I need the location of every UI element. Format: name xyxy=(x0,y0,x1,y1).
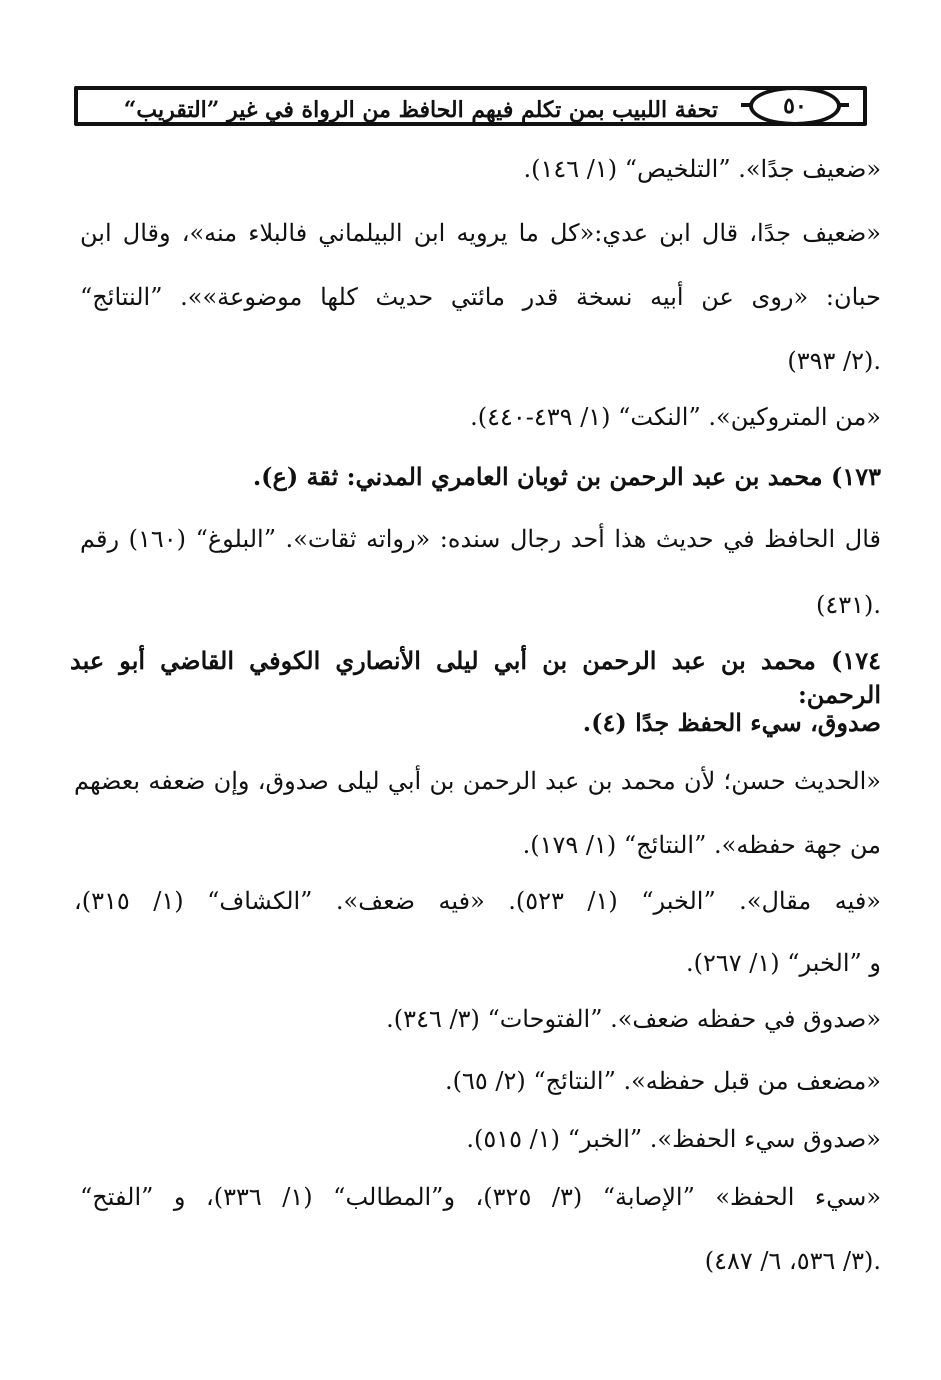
text-line-14: و ”الخبر“ (١/ ٢٦٧). xyxy=(686,949,881,977)
text-line-19: (٣/ ٥٣٦، ٦/ ٤٨٧). xyxy=(704,1247,881,1275)
text-line-11: «الحديث حسن؛ لأن محمد بن عبد الرحمن بن أبي ليلى صدوق، وإن ضعفه بعضهم xyxy=(74,767,881,795)
text-line-3: حبان: «روى عن أبيه نسخة قدر مائتي حديث كلها موضوعة»». ”النتائج“ xyxy=(80,283,881,311)
page-number: ٥٠ xyxy=(783,93,807,119)
text-line-16: «مضعف من قبل حفظه». ”النتائج“ (٢/ ٦٥). xyxy=(444,1067,881,1095)
text-line-4: (٢/ ٣٩٣). xyxy=(787,347,881,375)
text-line-18: «سيء الحفظ» ”الإصابة“ (٣/ ٣٢٥)، و”المطالب“ (١/ ٣٣٦)، و ”الفتح“ xyxy=(80,1183,882,1211)
header-title: تحفة اللبيب بمن تكلم فيهم الحافظ من الرواة في غير ”التقريب“ xyxy=(123,97,718,123)
text-line-13: «فيه مقال». ”الخبر“ (١/ ٥٢٣). «فيه ضعف». ”الكشاف“ (١/ ٣١٥)، xyxy=(74,887,881,915)
text-line-12: من جهة حفظه». ”النتائج“ (١/ ١٧٩). xyxy=(522,831,881,859)
text-line-15: «صدوق في حفظه ضعف». ”الفتوحات“ (٣/ ٣٤٦). xyxy=(386,1005,881,1033)
text-line-8: (٤٣١). xyxy=(815,591,881,619)
page-number-badge xyxy=(749,86,841,126)
running-header xyxy=(74,86,867,126)
text-line-5: «من المتروكين». ”النكت“ (١/ ٤٣٩-٤٤٠). xyxy=(470,403,881,431)
text-line-7: قال الحافظ في حديث هذا أحد رجال سنده: «رواته ثقات». ”البلوغ“ (١٦٠) رقم xyxy=(80,525,881,553)
text-line-2: «ضعيف جدًا، قال ابن عدي:«كل ما يرويه ابن البيلماني فالبلاء منه»، وقال ابن xyxy=(80,219,881,247)
entry-173-heading: ١٧٣) محمد بن عبد الرحمن بن ثوبان العامري المدني: ثقة (ع). xyxy=(252,462,881,491)
entry-174-grade: صدوق، سيء الحفظ جدًا (٤). xyxy=(582,708,881,737)
text-line-17: «صدوق سيء الحفظ». ”الخبر“ (١/ ٥١٥). xyxy=(466,1125,881,1153)
entry-174-heading: ١٧٤) محمد بن عبد الرحمن بن أبي ليلى الأنصاري الكوفي القاضي أبو عبد الرحمن: xyxy=(70,646,881,709)
text-line-1: «ضعيف جدًا». ”التلخيص“ (١/ ١٤٦). xyxy=(523,155,881,183)
